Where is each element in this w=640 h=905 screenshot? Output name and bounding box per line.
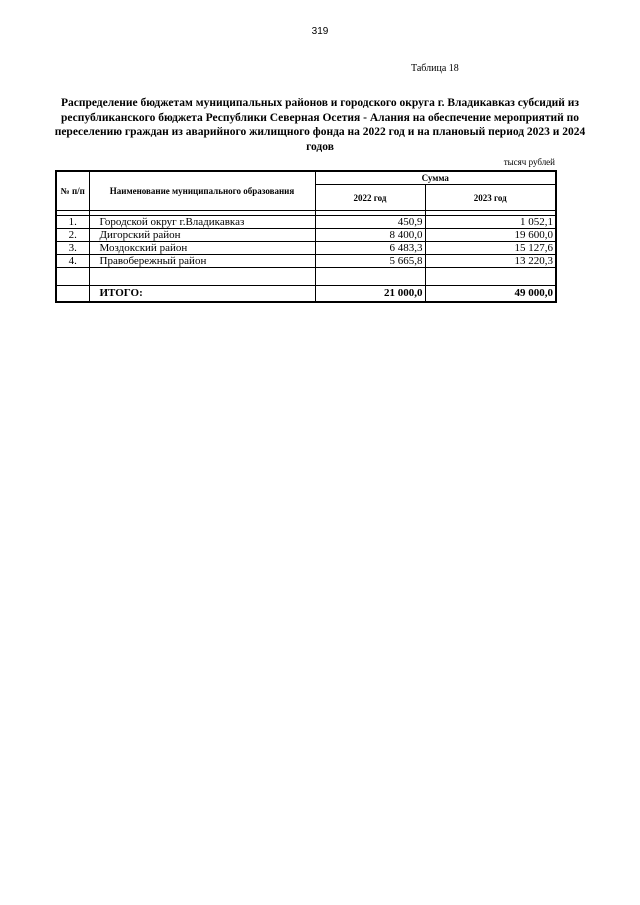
row-name: Дигорский район bbox=[89, 229, 315, 242]
row-value-2023: 15 127,6 bbox=[425, 242, 556, 255]
row-num: 1. bbox=[56, 216, 89, 229]
row-name: Городской округ г.Владикавказ bbox=[89, 216, 315, 229]
total-value-2023: 49 000,0 bbox=[425, 286, 556, 302]
row-value-2023: 1 052,1 bbox=[425, 216, 556, 229]
header-num: № п/п bbox=[56, 171, 89, 211]
header-name: Наименование муниципального образования bbox=[89, 171, 315, 211]
row-name: Правобережный район bbox=[89, 255, 315, 268]
row-num: 3. bbox=[56, 242, 89, 255]
row-num: 4. bbox=[56, 255, 89, 268]
page-number: 319 bbox=[311, 26, 329, 37]
total-row bbox=[56, 286, 556, 302]
table-row bbox=[56, 216, 556, 229]
units-label: тысяч рублей bbox=[503, 157, 555, 167]
document-title: Распределение бюджетам муниципальных районов и городского округа г. Владикавказ субсидий из республиканского бюджета Республики Северная Осетия - Алания на обеспечение мероприятий по переселению граждан из аварийного жилищного фонда на 2022 год и на плановый период 2023 и 2024 годов bbox=[54, 97, 586, 153]
empty-row bbox=[56, 268, 556, 286]
header-year-2023: 2023 год bbox=[425, 185, 556, 211]
total-label: ИТОГО: bbox=[89, 286, 315, 302]
row-value-2022: 8 400,0 bbox=[315, 229, 425, 242]
row-value-2022: 6 483,3 bbox=[315, 242, 425, 255]
row-num: 2. bbox=[56, 229, 89, 242]
row-name: Моздокский район bbox=[89, 242, 315, 255]
table-row bbox=[56, 229, 556, 242]
row-value-2022: 5 665,8 bbox=[315, 255, 425, 268]
row-value-2023: 19 600,0 bbox=[425, 229, 556, 242]
total-value-2022: 21 000,0 bbox=[315, 286, 425, 302]
header-sum: Сумма bbox=[315, 171, 556, 185]
subsidy-table bbox=[55, 170, 557, 303]
row-value-2022: 450,9 bbox=[315, 216, 425, 229]
header-year-2022: 2022 год bbox=[315, 185, 425, 211]
table-row bbox=[56, 242, 556, 255]
row-value-2023: 13 220,3 bbox=[425, 255, 556, 268]
table-row bbox=[56, 255, 556, 268]
table-label: Таблица 18 bbox=[411, 63, 459, 74]
